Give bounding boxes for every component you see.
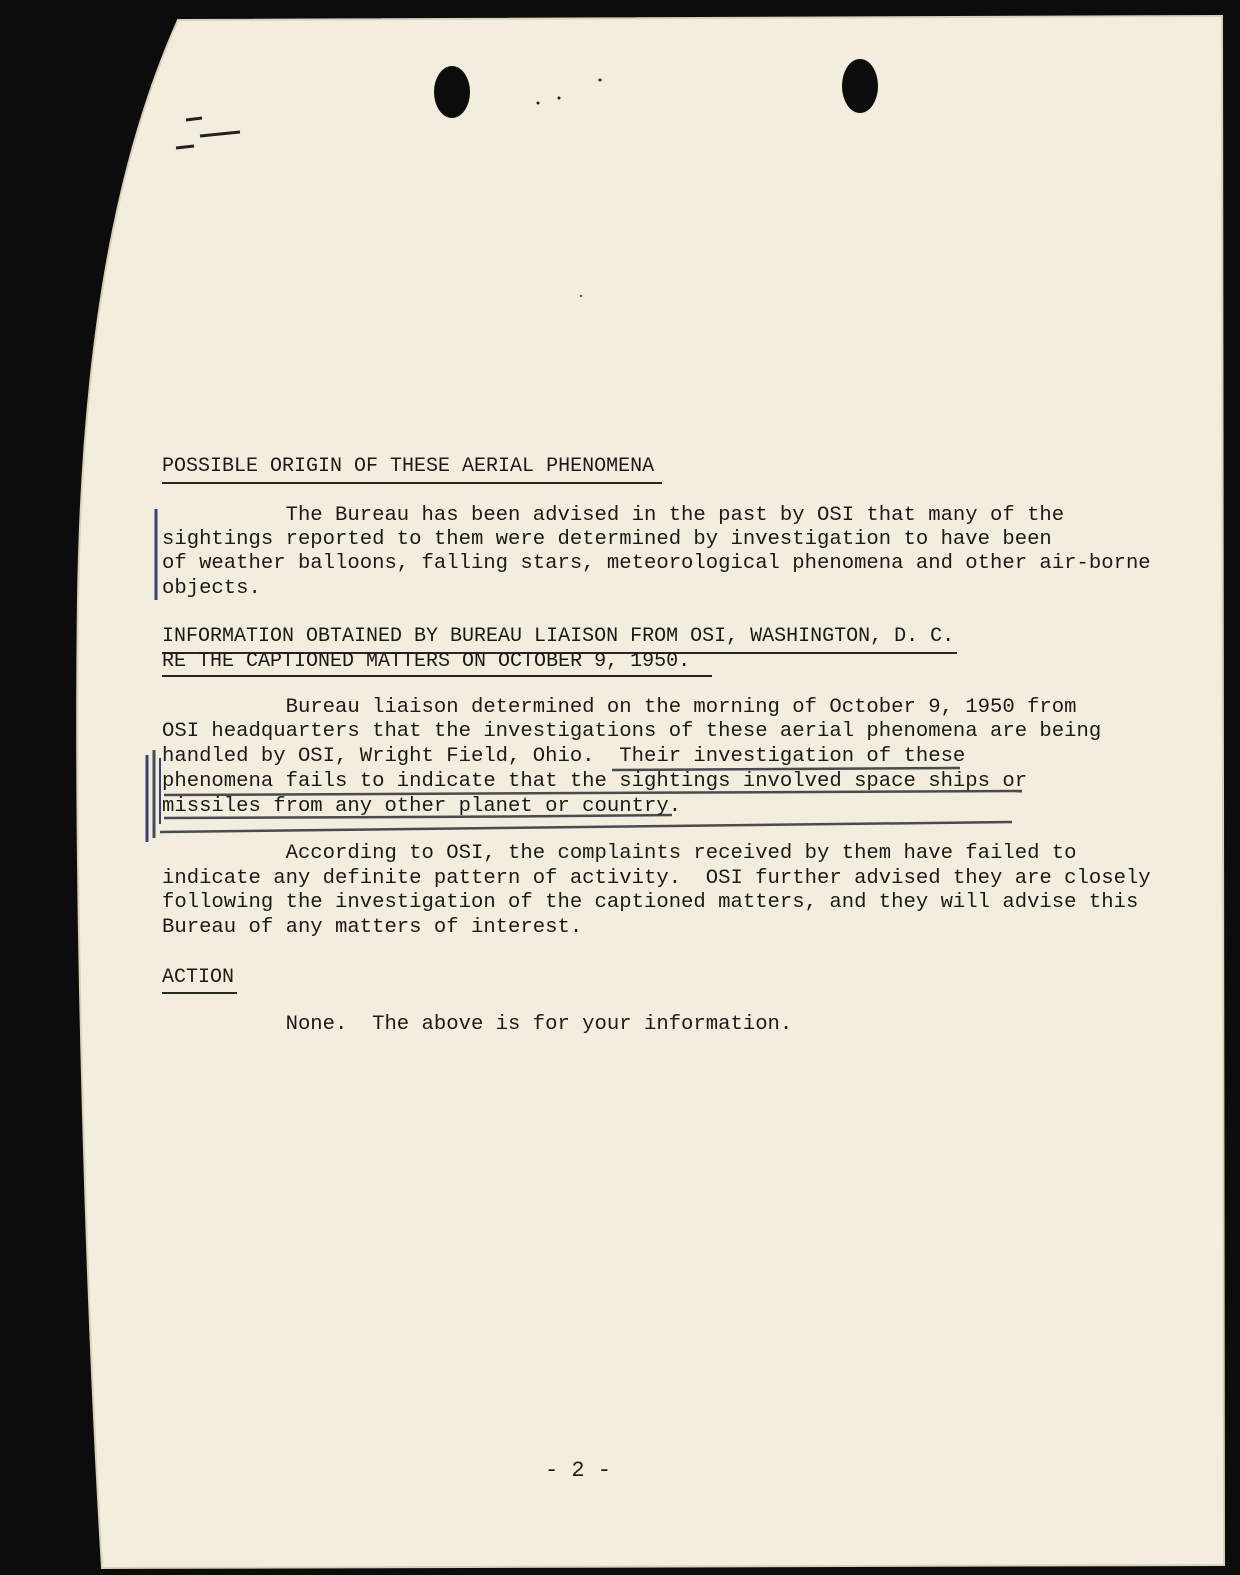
punch-hole-right [842,59,878,113]
section-heading-liaison: INFORMATION OBTAINED BY BUREAU LIAISON FROM OSI, WASHINGTON, D. C. [162,625,955,648]
paragraph-line: Bureau liaison determined on the morning of October 9, 1950 from [162,696,1077,719]
section-heading-liaison-line2: RE THE CAPTIONED MATTERS ON OCTOBER 9, 1950. [162,650,691,673]
paragraph-line: sightings reported to them were determined by investigation to have been [162,528,1052,551]
paragraph-line: missiles from any other planet or country. [162,795,682,818]
paragraph-line: Bureau of any matters of interest. [162,916,583,939]
paragraph-line: handled by OSI, Wright Field, Ohio. Their investigation of these [162,745,966,768]
paragraph-line: The Bureau has been advised in the past by OSI that many of the [162,504,1065,527]
paragraph-line: objects. [162,577,261,600]
action-text: None. The above is for your information. [162,1013,793,1036]
paragraph-line: following the investigation of the captioned matters, and they will advise this [162,891,1139,914]
paragraph-line: indicate any definite pattern of activity. OSI further advised they are closely [162,867,1151,890]
punch-hole-left [434,66,470,118]
section-heading-origin: POSSIBLE ORIGIN OF THESE AERIAL PHENOMENA [162,455,655,478]
paragraph-line: of weather balloons, falling stars, meteorological phenomena and other air-borne [162,552,1151,575]
paragraph-line: According to OSI, the complaints received by them have failed to [162,842,1077,865]
heading-underline [162,675,712,677]
heading-underline [162,992,237,994]
section-heading-action: ACTION [162,966,235,989]
paragraph-line: phenomena fails to indicate that the sightings involved space ships or [162,770,1028,793]
paragraph-line: OSI headquarters that the investigations of these aerial phenomena are being [162,720,1102,743]
heading-underline [162,482,662,484]
page-number: - 2 - [545,1458,612,1483]
